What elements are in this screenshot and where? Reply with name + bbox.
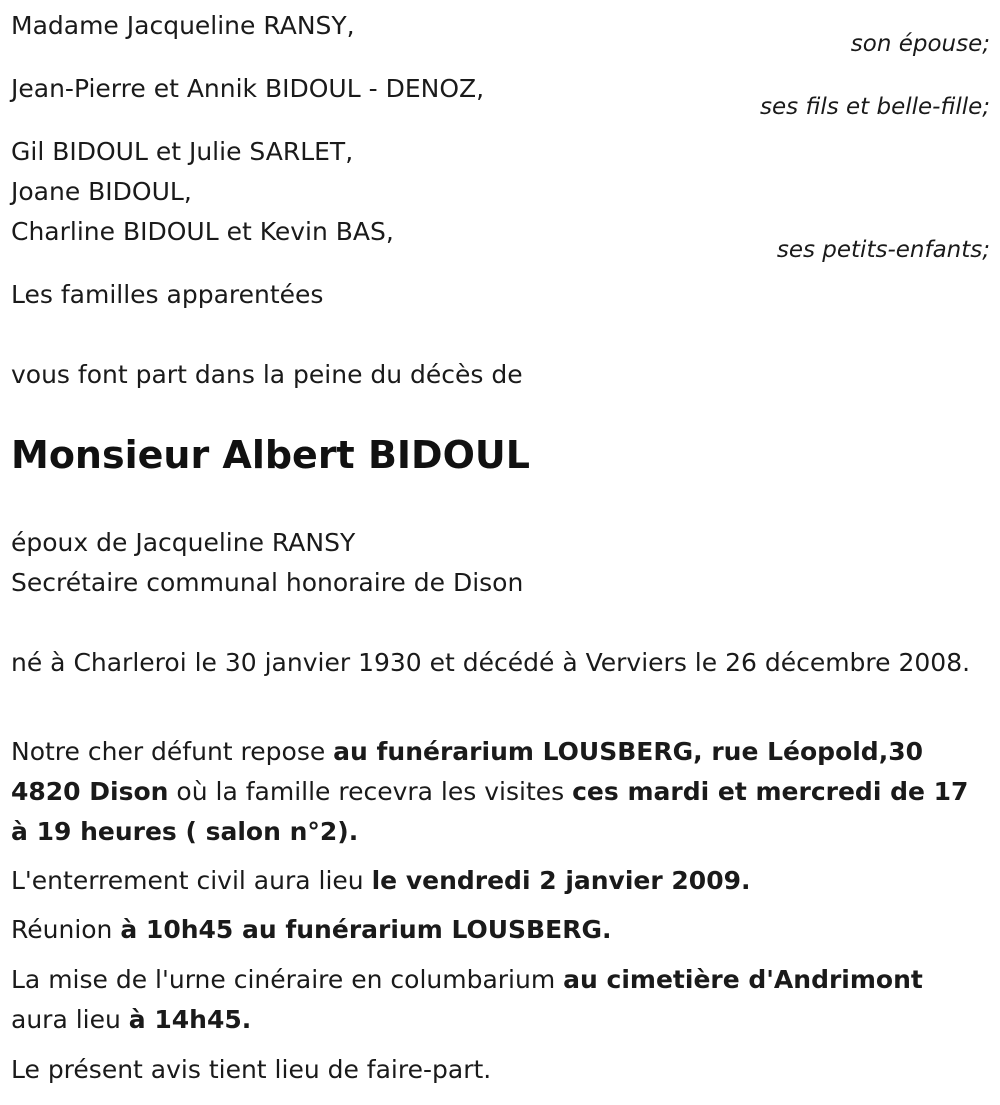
sons-role: ses fils et belle-fille; [760,94,990,120]
burial-date: le vendredi 2 janvier 2009. [371,866,751,895]
relatives: Les familles apparentées [11,280,324,309]
birth-death: né à Charleroi le 30 janvier 1930 et décédé à Verviers le 26 décembre 2008. [11,648,971,677]
urn-time: à 14h45. [128,1005,252,1034]
deceased-name: Monsieur Albert BIDOUL [11,433,530,477]
urn-place: au cimetière d'Andrimont [563,965,923,994]
sons-names: Jean-Pierre et Annik BIDOUL - DENOZ, [11,74,485,103]
grandchildren-role: ses petits-enfants; [776,237,990,263]
repose-times: ces mardi et mercredi de 17 à 19 heures ( salon n°2). [11,777,969,846]
announcement-intro: vous font part dans la peine du décès de [11,360,523,389]
wife-name: Madame Jacqueline RANSY, [11,11,355,40]
repose-prefix: Notre cher défunt repose [11,737,334,766]
urn-prefix: La mise de l'urne cinéraire en columbarium [11,965,564,994]
occupation: Secrétaire communal honoraire de Dison [11,568,524,597]
spouse-of: époux de Jacqueline RANSY [11,528,356,557]
urn-middle: aura lieu [11,1005,129,1034]
grandchild-3: Charline BIDOUL et Kevin BAS, [11,217,394,246]
wife-role: son épouse; [850,31,990,57]
grandchild-1: Gil BIDOUL et Julie SARLET, [11,137,354,166]
repose-place: au funérarium LOUSBERG, rue Léopold,30 4820 Dison [11,737,923,806]
urn-paragraph [11,960,986,1040]
meeting-paragraph [11,910,986,950]
closing-note: Le présent avis tient lieu de faire-part. [11,1055,492,1084]
meeting-prefix: Réunion [11,915,121,944]
burial-paragraph [11,861,986,901]
meeting-time: à 10h45 au funérarium LOUSBERG. [120,915,612,944]
grandchild-2: Joane BIDOUL, [11,177,192,206]
burial-prefix: L'enterrement civil aura lieu [11,866,372,895]
repose-middle: où la famille recevra les visites [168,777,573,806]
repose-paragraph [11,732,986,852]
